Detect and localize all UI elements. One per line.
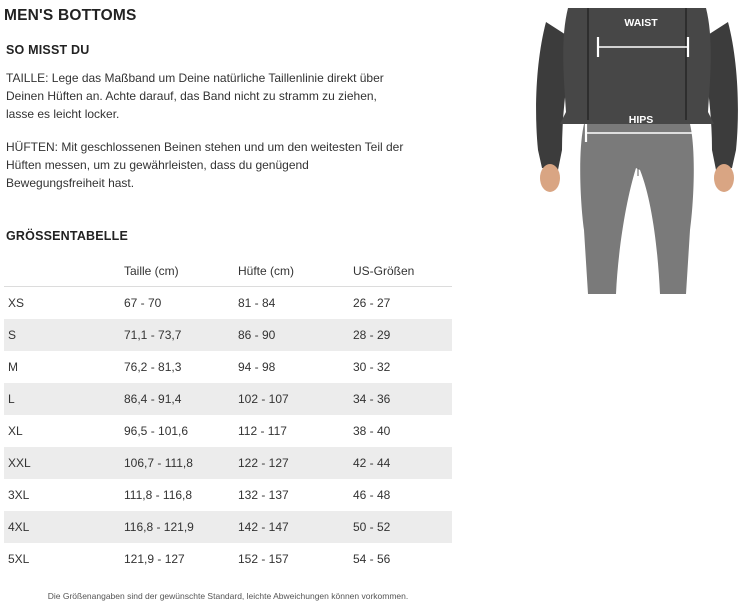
- cell-hips: 122 - 127: [234, 447, 349, 479]
- column-header-us-size: US-Größen: [349, 256, 452, 287]
- cell-waist: 67 - 70: [124, 296, 162, 310]
- table-row: [4, 383, 452, 415]
- cell-hips: 152 - 157: [238, 552, 289, 566]
- cell-size: S: [4, 319, 120, 351]
- cell-waist: 111,8 - 116,8: [124, 488, 193, 502]
- cell-hips: 81 - 84: [238, 296, 276, 310]
- column-header-size: [4, 256, 120, 287]
- cell-size: 5XL: [8, 552, 30, 566]
- column-header-waist: Taille (cm): [120, 256, 234, 287]
- cell-hips: 132 - 137: [238, 488, 289, 502]
- cell-us-size: 42 - 44: [349, 447, 452, 479]
- cell-us-size: 46 - 48: [353, 488, 391, 502]
- cell-size: XS: [8, 296, 25, 310]
- table-row: [4, 319, 452, 351]
- size-table: [4, 256, 452, 575]
- cell-waist: 76,2 - 81,3: [124, 360, 182, 374]
- table-row: [4, 447, 452, 479]
- hips-instructions: HÜFTEN: Mit geschlossenen Beinen stehen und um den weitesten Teil der Hüften messen, um zu gewährleisten, dass du genügend Bewegungsfreiheit hast.: [6, 140, 404, 190]
- cell-size: 3XL: [8, 488, 30, 502]
- cell-waist: 86,4 - 91,4: [120, 383, 234, 415]
- cell-us-size: 50 - 52: [349, 511, 452, 543]
- table-header-row: [4, 256, 452, 287]
- cell-size: 4XL: [4, 511, 120, 543]
- cell-us-size: 26 - 27: [353, 296, 391, 310]
- cell-us-size: 28 - 29: [349, 319, 452, 351]
- cell-us-size: 54 - 56: [353, 552, 391, 566]
- cell-hips: 94 - 98: [238, 360, 276, 374]
- column-header-hips: Hüfte (cm): [234, 256, 349, 287]
- measure-heading: SO MISST DU: [6, 43, 90, 57]
- cell-hips: 102 - 107: [234, 383, 349, 415]
- cell-waist: 71,1 - 73,7: [120, 319, 234, 351]
- cell-us-size: 30 - 32: [353, 360, 391, 374]
- cell-hips: 142 - 147: [234, 511, 349, 543]
- cell-us-size: 34 - 36: [349, 383, 452, 415]
- table-row: [4, 479, 452, 511]
- cell-waist: 116,8 - 121,9: [120, 511, 234, 543]
- table-row: [4, 511, 452, 543]
- cell-hips: 86 - 90: [234, 319, 349, 351]
- waist-instructions: TAILLE: Lege das Maßband um Deine natürliche Taillenlinie direkt über Deinen Hüften an. Achte darauf, das Band nicht zu stramm zu ziehen, lasse es leicht locker.: [6, 71, 384, 121]
- page-title: MEN'S BOTTOMS: [4, 7, 137, 24]
- cell-hips: 112 - 117: [238, 424, 287, 438]
- table-row: [4, 543, 452, 575]
- cell-us-size: 38 - 40: [353, 424, 391, 438]
- size-table-heading: GRÖSSENTABELLE: [6, 229, 129, 243]
- table-row: [4, 415, 452, 447]
- body-measurement-figure: [528, 0, 746, 296]
- table-row: [4, 287, 452, 320]
- cell-waist: 106,7 - 111,8: [120, 447, 234, 479]
- table-row: [4, 351, 452, 383]
- cell-size: XXL: [4, 447, 120, 479]
- cell-size: M: [8, 360, 18, 374]
- cell-waist: 96,5 - 101,6: [124, 424, 189, 438]
- waist-label: WAIST: [624, 17, 658, 29]
- hips-label: HIPS: [628, 114, 654, 126]
- cell-size: XL: [8, 424, 23, 438]
- size-footnote: Die Größenangaben sind der gewünschte Standard, leichte Abweichungen können vorkommen.: [47, 591, 409, 601]
- cell-size: L: [4, 383, 120, 415]
- cell-waist: 121,9 - 127: [124, 552, 185, 566]
